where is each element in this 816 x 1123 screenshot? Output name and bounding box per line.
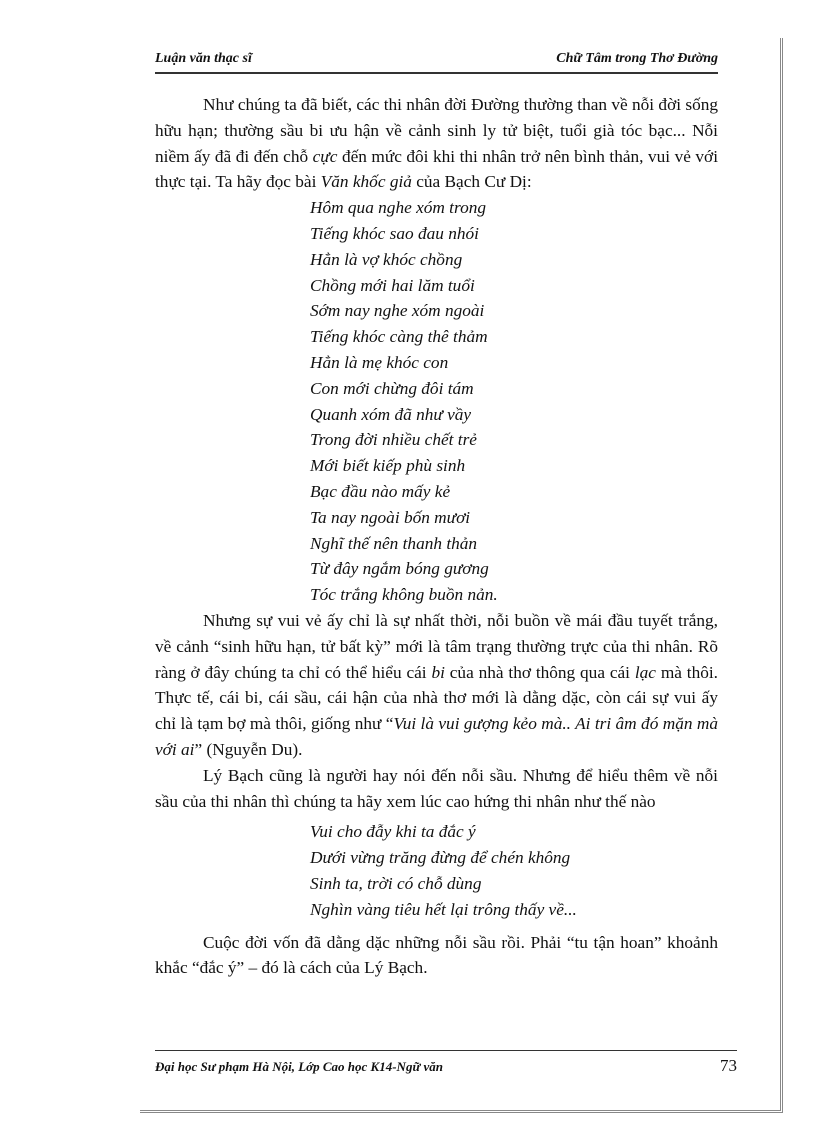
p1-poem-title: Văn khốc giả (320, 172, 412, 192)
poem-line: Nghĩ thế nên thanh thản (310, 533, 478, 553)
poem-van-khoc-gia (310, 195, 718, 608)
poem-line: Quanh xóm đã như vầy (310, 404, 472, 424)
paragraph-3: Lý Bạch cũng là người hay nói đến nỗi sầu. Nhưng để hiểu thêm về nỗi sầu của thi nhân thì chúng ta hãy xem lúc cao hứng thi nhân như thế nào (155, 765, 718, 811)
p1-text-e: của Bạch Cư Dị: (411, 172, 532, 192)
poem-line: Sinh ta, trời có chỗ dùng (310, 873, 482, 893)
poem-line: Hẳn là mẹ khóc con (310, 352, 449, 372)
paragraph-4: Cuộc đời vốn đã dằng dặc những nỗi sầu rồi. Phải “tu tận hoan” khoảnh khắc “đắc ý” – đó là cách của Lý Bạch. (155, 932, 718, 978)
poem-line: Hẳn là vợ khóc chồng (310, 249, 463, 269)
poem-line: Con mới chừng đôi tám (310, 378, 474, 398)
poem-line: Tóc trắng không buồn nản. (310, 585, 498, 605)
poem-line: Trong đời nhiều chết trẻ (310, 430, 477, 450)
poem-line: Tiếng khóc càng thê thảm (310, 327, 488, 347)
poem-ly-bach (310, 819, 718, 922)
header-right-title: Chữ Tâm trong Thơ Đường (556, 51, 718, 66)
poem-line: Chồng mới hai lăm tuổi (310, 275, 475, 295)
p2-quote: Vui là vui gượng kẻo mà.. Ai tri âm đó mặn mà với ai (155, 714, 719, 759)
p2-text-a: Nhưng sự vui vẻ ấy chỉ là sự nhất thời, nỗi buồn về mái đầu tuyết trắng, về cảnh “sinh hữu hạn, tử bất kỳ” mới là tâm trạng thường trực của thi nhân. Rõ ràng ở đây chúng ta chỉ có thể hiểu cái (155, 610, 718, 682)
p2-text-g: ” (Nguyễn Du). (194, 739, 303, 759)
p2-text-c: của nhà thơ thông qua cái (444, 662, 635, 682)
p2-text-e: mà thôi. Thực tế, cái bi, cái sầu, cái hận của nhà thơ mới là dằng dặc, còn cái sự vui ấy chỉ là tạm bợ mà thôi, giống như “ (155, 662, 718, 734)
p1-text-a: Như chúng ta đã biết, các thi nhân đời Đường thường than về nỗi đời sống hữu hạn; thường sầu bi ưu hận về cảnh sinh ly tử biệt, tuổi già tóc bạc... Nỗi niềm ấy đã đi đến chỗ (155, 95, 718, 166)
p1-emphasis-cuc: cực (312, 146, 338, 166)
document-body (155, 92, 718, 981)
poem-line: Dưới vừng trăng đừng để chén không (310, 848, 571, 868)
poem-line: Bạc đầu nào mấy kẻ (310, 481, 451, 501)
poem-line: Tiếng khóc sao đau nhói (310, 223, 479, 243)
poem-line: Vui cho đẫy khi ta đắc ý (310, 822, 476, 842)
running-header (155, 48, 718, 74)
footer-institution: Đại học Sư phạm Hà Nội, Lớp Cao học K14-Ngữ văn (155, 1059, 443, 1074)
page-number: 73 (720, 1056, 737, 1075)
poem-line: Từ đây ngắm bóng gương (310, 559, 489, 579)
poem-line: Hôm qua nghe xóm trong (310, 198, 486, 218)
running-footer (155, 1050, 737, 1081)
poem-line: Sớm nay nghe xóm ngoài (310, 301, 485, 321)
p2-emphasis-bi: bi (431, 662, 445, 682)
p1-text-c: đến mức đôi khi thi nhân trở nên bình thản, vui vẻ với thực tại. Ta hãy đọc bài (155, 146, 718, 192)
poem-line: Ta nay ngoài bốn mươi (310, 507, 471, 527)
poem-line: Mới biết kiếp phù sinh (310, 456, 466, 476)
p2-emphasis-lac: lạc (634, 662, 656, 682)
poem-line: Nghìn vàng tiêu hết lại trông thấy về... (310, 899, 577, 919)
paragraph-1 (155, 92, 718, 195)
paragraph-2 (155, 608, 718, 763)
header-left-title: Luận văn thạc sĩ (155, 51, 252, 66)
